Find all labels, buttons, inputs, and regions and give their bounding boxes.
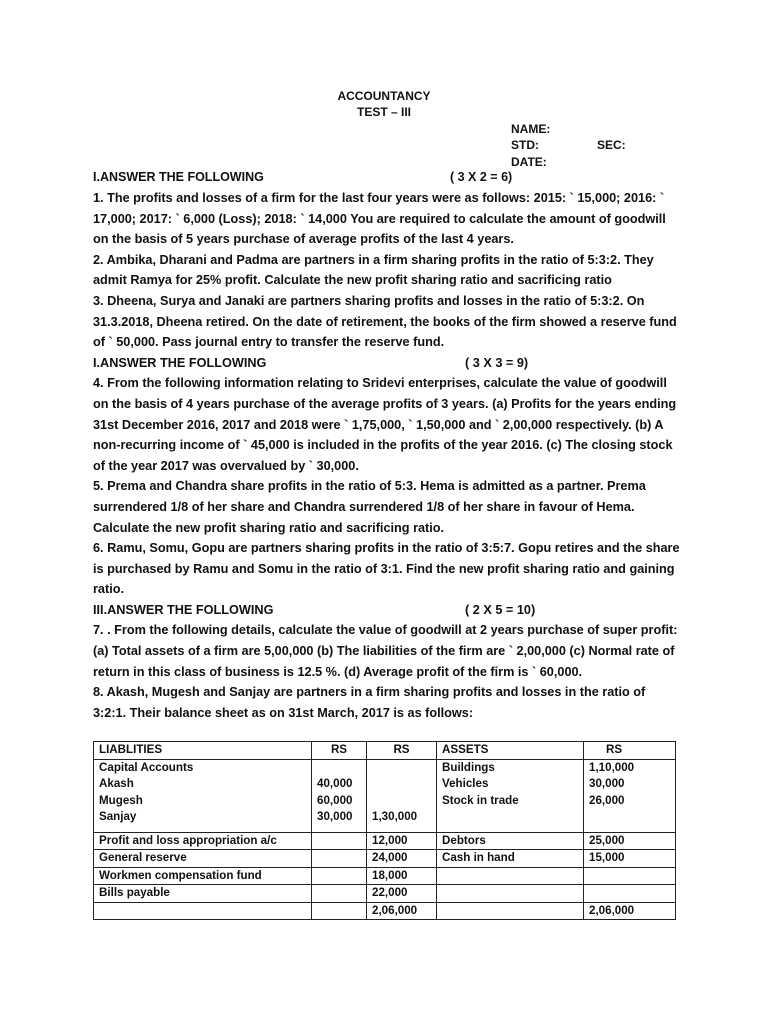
amount-vehicles: 30,000 [589, 777, 625, 790]
asset-cash-in-hand: Cash in hand [437, 850, 584, 868]
question-1: 1. The profits and losses of a firm for the last four years were as follows: 2015: ` 15,000; 2016: ` 17,000; 2017: ` 6,000 (Loss); 2018: ` 14,000 You are required to calculate the amount of goodwill on the basis of 5 years purchase of average profits of the last 4 years. [93, 191, 666, 247]
empty-cell [312, 885, 367, 903]
empty-cell [312, 902, 367, 920]
capital-total-cell [367, 759, 437, 832]
capital-row [94, 759, 676, 832]
amount-mugesh: 60,000 [317, 793, 353, 807]
total-assets: 2,06,000 [584, 902, 676, 920]
section-2-heading [93, 353, 681, 374]
section-1-marks: ( 3 X 2 = 6) [450, 170, 513, 184]
empty-cell [584, 867, 676, 885]
table-row [94, 867, 676, 885]
section-2-marks: ( 3 X 3 = 9) [465, 355, 529, 370]
empty-cell [437, 867, 584, 885]
liability-workmen-fund: Workmen compensation fund [94, 867, 312, 885]
amount-sanjay: 30,000 [317, 810, 353, 823]
section-3-marks: ( 2 X 5 = 10) [465, 602, 536, 617]
question-8: 8. Akash, Mugesh and Sanjay are partners in a firm sharing profits and losses in the ratio of 3:2:1. Their balance sheet as on 31st March, 2017 is as follows: [93, 685, 646, 720]
header-rs-3: RS [584, 742, 676, 760]
amount-stock: 26,000 [589, 793, 625, 807]
empty-cell [437, 902, 584, 920]
empty-cell [312, 832, 367, 850]
table-row [94, 832, 676, 850]
header-rs-2: RS [367, 742, 437, 760]
empty-cell [584, 885, 676, 903]
date-label: DATE: [511, 155, 547, 169]
asset-vehicles: Vehicles [442, 777, 489, 790]
std-label: STD: [511, 138, 539, 152]
table-header-row [94, 742, 676, 760]
section-2-title: I.ANSWER THE FOLLOWING [93, 355, 267, 370]
assets-top-amounts-cell [584, 759, 676, 832]
empty-cell [94, 902, 312, 920]
section-3-title: III.ANSWER THE FOLLOWING [93, 602, 274, 617]
amount-buildings: 1,10,000 [589, 760, 635, 774]
table-row [94, 885, 676, 903]
assets-top-cell [437, 759, 584, 832]
questions-block [93, 188, 681, 723]
capital-accounts-cell [94, 759, 312, 832]
question-6: 6. Ramu, Somu, Gopu are partners sharing profits in the ratio of 3:5:7. Gopu retires and the share is purchased by Ramu and Somu in the ratio of 3:1. Find the new profit sharing ratio and gaining ratio. [93, 541, 680, 597]
section-1-heading [93, 170, 673, 184]
liability-bills-payable: Bills payable [94, 885, 312, 903]
question-2: 2. Ambika, Dharani and Padma are partners in a firm sharing profits in the ratio of 5:3:2. They admit Ramya for 25% profit. Calculate the new profit sharing ratio and sacrificing ratio [93, 252, 654, 288]
capital-accounts-label: Capital Accounts [99, 760, 194, 774]
section-3-heading [93, 600, 681, 621]
partner-mugesh: Mugesh [99, 793, 143, 807]
amount-akash: 40,000 [317, 777, 353, 790]
liability-general-reserve: General reserve [94, 850, 312, 868]
test-title: TEST – III [356, 105, 411, 119]
header-liabilities: LIABLITIES [94, 742, 312, 760]
amount-general-reserve: 24,000 [367, 850, 437, 868]
liability-pl-appropriation: Profit and loss appropriation a/c [94, 832, 312, 850]
amount-bills-payable: 22,000 [367, 885, 437, 903]
header-rs-1: RS [312, 742, 367, 760]
amount-debtors: 25,000 [584, 832, 676, 850]
table-row [94, 850, 676, 868]
question-3: 3. Dheena, Surya and Janaki are partners sharing profits and losses in the ratio of 5:3:2. On 31.3.2018, Dheena retired. On the date of retirement, the books of the firm showed a reserve fund of ` 50,000. Pass journal entry to transfer the reserve fund. [93, 293, 677, 350]
asset-stock: Stock in trade [442, 793, 519, 807]
name-label: NAME: [511, 122, 551, 136]
amount-pl-appropriation: 12,000 [367, 832, 437, 850]
partner-akash: Akash [99, 777, 134, 790]
amount-workmen-fund: 18,000 [367, 867, 437, 885]
balance-sheet-table [93, 741, 676, 920]
totals-row [94, 902, 676, 920]
asset-debtors: Debtors [437, 832, 584, 850]
question-4: 4. From the following information relating to Sridevi enterprises, calculate the value of goodwill on the basis of 4 years purchase of the average profits of 3 years. (a) Profits for the years ending 31st December 2016, 2017 and 2018 were ` 1,75,000, ` 1,50,000 and ` 2,00,000 respectively. (b) A non-recurring income of ` 45,000 is included in the profits of the year 2016. (c) The closing stock of the year 2017 was overvalued by ` 30,000. [93, 376, 677, 473]
question-5: 5. Prema and Chandra share profits in the ratio of 5:3. Hema is admitted as a partner. Prema surrendered 1/8 of her share and Chandra surrendered 1/8 of her share in favour of Hema. Calculate the new profit sharing ratio and sacrificing ratio. [93, 479, 646, 535]
total-liabilities: 2,06,000 [367, 902, 437, 920]
question-7: 7. . From the following details, calculate the value of goodwill at 2 years purchase of super profit: (a) Total assets of a firm are 5,00,000 (b) The liabilities of the firm are ` 2,00,000 (c) Normal rate of return in this class of business is 12.5 %. (d) Average profit of the firm is ` 60,000. [93, 623, 678, 679]
asset-buildings: Buildings [442, 760, 495, 774]
empty-cell [312, 867, 367, 885]
section-1-title: I.ANSWER THE FOLLOWING [93, 170, 264, 184]
empty-cell [437, 885, 584, 903]
empty-cell [312, 850, 367, 868]
partner-amounts-cell [312, 759, 367, 832]
partner-sanjay: Sanjay [99, 810, 137, 823]
sec-label: SEC: [597, 138, 626, 152]
amount-cash-in-hand: 15,000 [584, 850, 676, 868]
capital-total: 1,30,000 [372, 810, 418, 823]
subject-title: ACCOUNTANCY [337, 89, 431, 103]
header-assets: ASSETS [437, 742, 584, 760]
